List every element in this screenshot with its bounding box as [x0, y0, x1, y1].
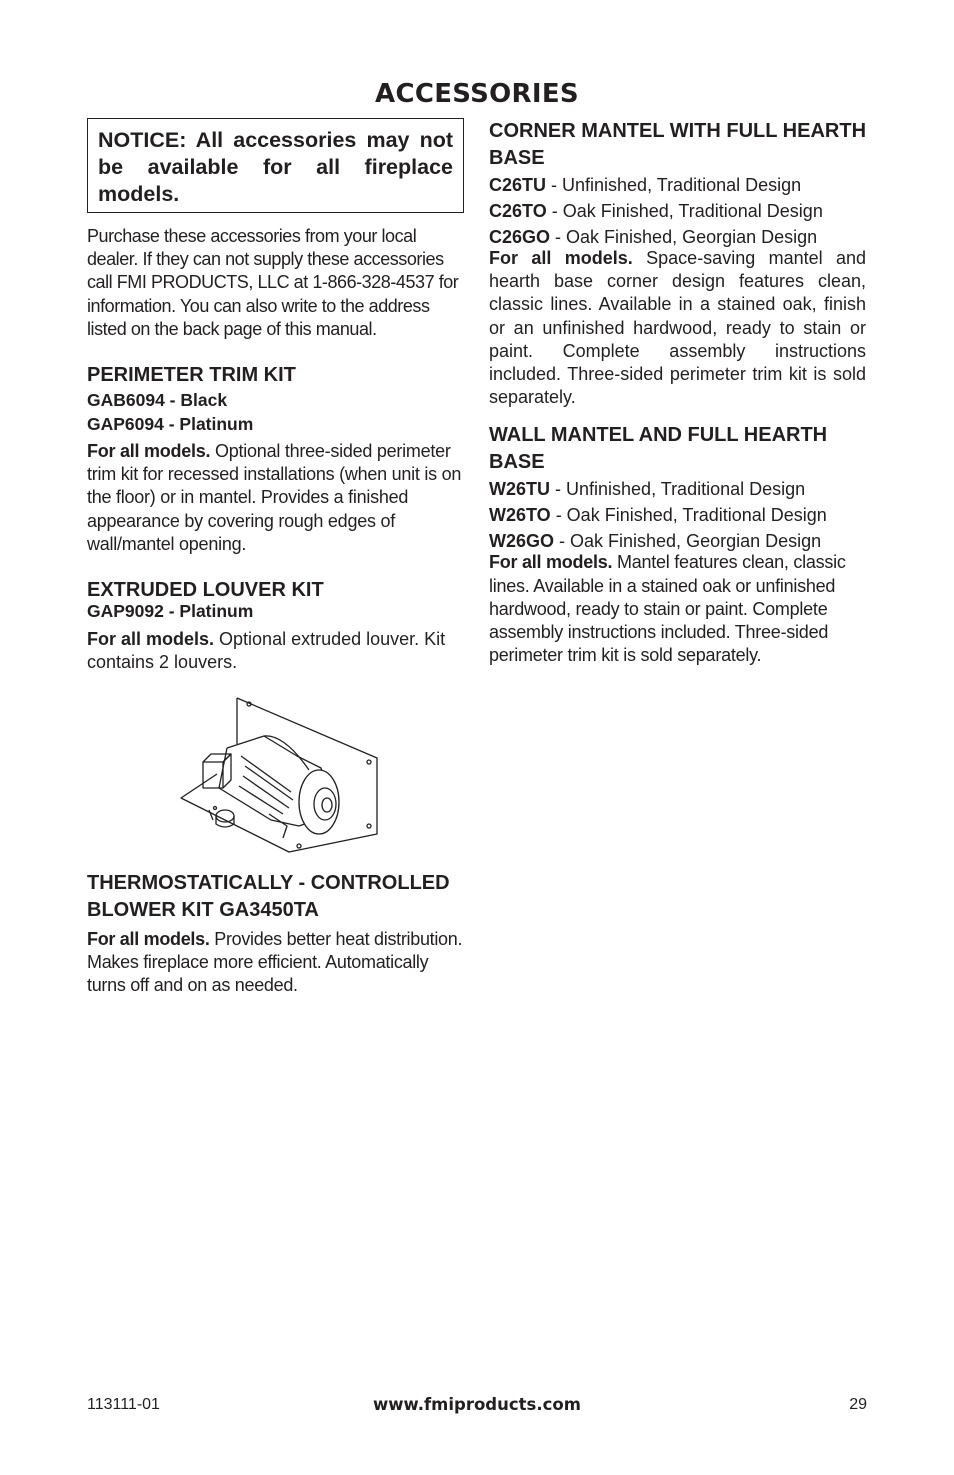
wall-body: Mantel features clean, classic lines. Available in a stained oak or unfinished hardwood, ready to stain or paint. Complete assembly instructions included. Three-sided perimeter trim kit is sold separately. [489, 552, 846, 666]
model-desc: - Oak Finished, Traditional Design [550, 505, 827, 526]
corner-body: Space-saving mantel and hearth base corner design features clean, classic lines. Available in a stained oak, finish or an unfinished hardwood, ready to stain or paint. Complete assembly instructions included. Three-sided perimeter trim kit is sold separately. [489, 248, 867, 408]
model-code: C26TU [489, 175, 547, 195]
louver-lead: For all models. [87, 628, 215, 649]
corner-mantel-heading: CORNER MANTEL WITH FULL HEARTH BASE [489, 120, 867, 169]
right-column [489, 118, 866, 667]
perimeter-trim-heading: PERIMETER TRIM KIT [87, 364, 296, 387]
model-code: C26TO [489, 201, 547, 221]
perimeter-model-black: GAB6094 - Black [87, 390, 228, 411]
louver-heading: EXTRUDED LOUVER KIT [87, 579, 324, 602]
model-code: W26TO [489, 505, 551, 526]
page-number: 29 [849, 1396, 867, 1413]
blower-heading: THERMOSTATICALLY - CONTROLLED BLOWER KIT GA3450TA [87, 871, 450, 921]
model-desc: - Unfinished, Traditional Design [546, 175, 802, 195]
perimeter-lead: For all models. [87, 441, 211, 462]
louver-body: Optional extruded louver. Kit contains 2 louvers. [87, 628, 446, 672]
model-desc: - Oak Finished, Traditional Design [546, 201, 823, 221]
blower-drawing [179, 696, 379, 856]
wall-model-w26to [489, 502, 866, 528]
blower-description [87, 928, 464, 998]
corner-model-c26tu [489, 172, 866, 198]
perimeter-description [87, 440, 464, 556]
perimeter-body: Optional three-sided perimeter trim kit for recessed installations (when unit is on the floor) or in mantel. Provides a finished appearance by covering rough edges of wall/mantel opening. [87, 441, 462, 554]
model-desc: - Oak Finished, Georgian Design [554, 531, 822, 552]
intro-paragraph: Purchase these accessories from your local dealer. If they can not supply these accessories call FMI PRODUCTS, LLC at 1-866-328-4537 for information. You can also write to the address listed on the back page of this manual. [87, 226, 459, 339]
louver-description [87, 628, 464, 674]
website-link[interactable]: www.fmiproducts.com [373, 1395, 581, 1414]
left-column [87, 118, 464, 998]
wall-lead: For all models. [489, 552, 613, 573]
document-number: 113111-01 [87, 1396, 160, 1413]
wall-description [489, 551, 866, 667]
model-desc: - Oak Finished, Georgian Design [550, 227, 818, 247]
wall-mantel-heading: WALL MANTEL AND FULL HEARTH BASE [489, 424, 828, 474]
model-code: C26GO [489, 227, 551, 247]
page-title: ACCESSORIES [375, 79, 579, 109]
blower-body: Provides better heat distribution. Makes fireplace more efficient. Automatically turns off and on as needed. [87, 928, 463, 996]
model-desc: - Unfinished, Traditional Design [550, 479, 806, 500]
louver-model-platinum: GAP9092 - Platinum [87, 601, 254, 622]
corner-model-c26to [489, 198, 866, 224]
blower-illustration [87, 696, 464, 856]
corner-description [489, 247, 866, 409]
wall-model-w26tu [489, 476, 866, 502]
notice-box: NOTICE: All accessories may not be available for all fireplace models. [87, 118, 464, 213]
corner-lead: For all models. [489, 248, 633, 268]
perimeter-model-platinum: GAP6094 - Platinum [87, 413, 254, 434]
model-code: W26GO [489, 531, 555, 552]
blower-lead: For all models. [87, 928, 210, 949]
model-code: W26TU [489, 479, 551, 500]
